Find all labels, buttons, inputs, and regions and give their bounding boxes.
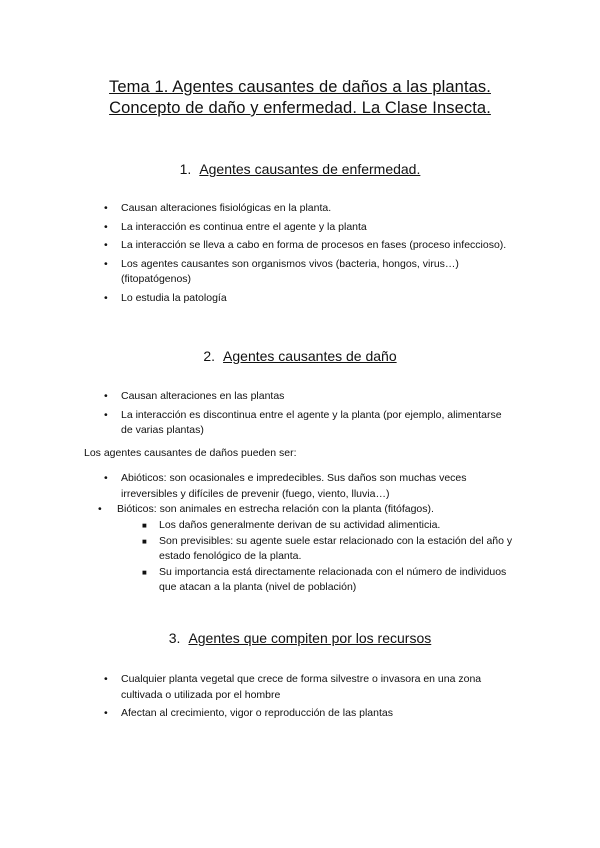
list-item: • Causan alteraciones en las plantas bbox=[103, 389, 513, 405]
bullet-icon: • bbox=[104, 390, 108, 402]
square-bullet-icon: ■ bbox=[142, 567, 147, 577]
damage-types-list bbox=[98, 471, 513, 518]
section-2-number: 2. bbox=[203, 348, 216, 364]
section-1-number: 1. bbox=[179, 161, 192, 177]
list-item: • La interacción es discontinua entre el agente y la planta (por ejemplo, alimentarse de varias plantas) bbox=[104, 408, 502, 436]
list-item: • Afectan al crecimiento, vigor o reproducción de las plantas bbox=[103, 706, 513, 722]
list-item: • La interacción es continua entre el agente y la planta bbox=[103, 220, 513, 236]
bullet-icon: • bbox=[104, 673, 108, 685]
list-item: • La interacción se lleva a cabo en forma de procesos en fases (proceso infeccioso). bbox=[103, 238, 513, 254]
bullet-icon: • bbox=[104, 257, 108, 270]
section-3-number: 3. bbox=[168, 630, 181, 646]
bullet-icon: • bbox=[104, 472, 108, 484]
document-title-line-1: Tema 1. Agentes causantes de daños a las plantas. bbox=[109, 78, 491, 96]
bullet-icon: • bbox=[104, 408, 108, 421]
list-item: • Abióticos: son ocasionales e impredecibles. Sus daños son muchas veces irreversibles y difíciles de prevenir (fuego, viento, lluvia…) bbox=[104, 472, 467, 500]
list-item: • Cualquier planta vegetal que crece de forma silvestre o invasora en una zona cultivada o utilizada por el hombre bbox=[104, 673, 482, 701]
bullet-icon: • bbox=[104, 239, 108, 251]
section-3-heading bbox=[0, 629, 600, 647]
list-item: • Causan alteraciones fisiológicas en la planta. bbox=[103, 201, 513, 217]
bullet-icon: • bbox=[98, 503, 102, 515]
biotic-details-list bbox=[140, 518, 520, 596]
bullet-icon: • bbox=[104, 707, 108, 719]
list-item: • Lo estudia la patología bbox=[103, 291, 513, 307]
section-1-heading bbox=[0, 160, 600, 178]
section-3-bullet-list bbox=[103, 672, 513, 722]
list-item: ■ Son previsibles: su agente suele estar relacionado con la estación del año y estado fenológico de la planta. bbox=[142, 534, 513, 562]
section-3-title: Agentes que compiten por los recursos bbox=[188, 630, 432, 646]
section-2-title: Agentes causantes de daño bbox=[223, 348, 397, 364]
section-2-bullet-list bbox=[103, 389, 513, 439]
bullet-icon: • bbox=[104, 291, 108, 304]
bullet-icon: • bbox=[104, 220, 108, 233]
section-1-bullet-list bbox=[103, 201, 513, 306]
list-item: ■ Su importancia está directamente relacionada con el número de individuos que atacan a la planta (nivel de población) bbox=[142, 565, 507, 593]
section-2-heading bbox=[0, 347, 600, 365]
square-bullet-icon: ■ bbox=[142, 521, 147, 530]
document-title-line-2: Concepto de daño y enfermedad. La Clase Insecta. bbox=[109, 99, 491, 117]
bullet-icon: • bbox=[104, 202, 108, 214]
damage-types-intro: Los agentes causantes de daños pueden ser: bbox=[84, 447, 297, 459]
square-bullet-icon: ■ bbox=[142, 536, 147, 546]
list-item: ■ Los daños generalmente derivan de su actividad alimenticia. bbox=[142, 519, 441, 531]
list-item: • Bióticos: son animales en estrecha relación con la planta (fitófagos). bbox=[103, 502, 513, 518]
section-1-title: Agentes causantes de enfermedad. bbox=[199, 161, 421, 177]
list-item: • Los agentes causantes son organismos vivos (bacteria, hongos, virus…) (fitopatógenos) bbox=[104, 257, 459, 285]
